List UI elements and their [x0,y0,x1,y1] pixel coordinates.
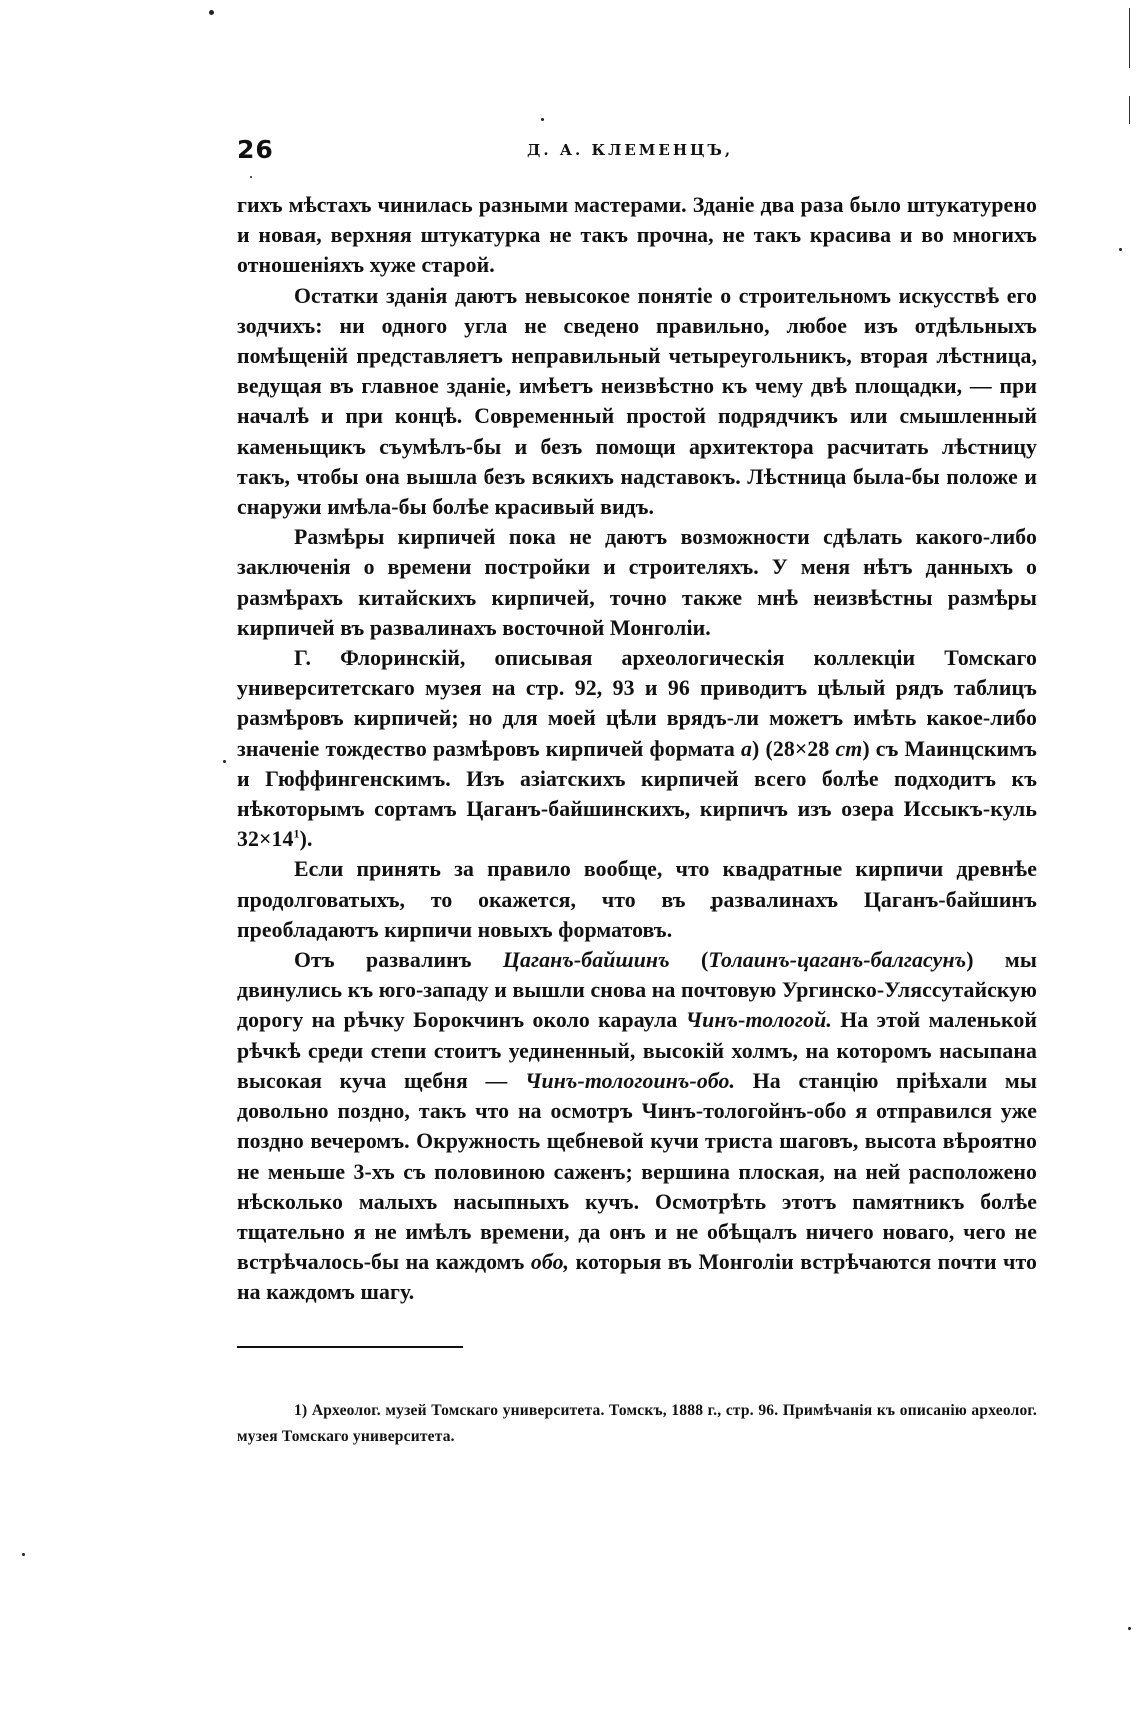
text-run: Г. Флоринскій, описывая археологическія коллекціи Томскаго университетскаго музея на стр. 92, 93 и 96 приводитъ цѣлый рядъ таблицъ размѣровъ кирпичей; но для моей цѣли врядъ-ли можетъ имѣть какое-либо значеніе тождество размѣровъ кирпичей формата [237,646,1037,761]
page-number: 26 [237,135,274,164]
running-head: Д. А. КЛЕМЕНЦЪ, [527,141,734,159]
page-header [237,135,1039,175]
paragraph: Остатки зданія даютъ невысокое понятіе о строительномъ искусствѣ его зодчихъ: ни одного угла не сведено правильно, любое изъ отдѣльныхъ помѣщеній представляетъ неправильный четыреугольникъ, вторая лѣстница, ведущая въ главное зданіе, имѣетъ неизвѣстно къ чему двѣ площадки, — при началѣ и при концѣ. Современный простой подрядчикъ или смышленный каменьщикъ съумѣлъ-бы и безъ помощи архитектора расчитать лѣстницу такъ, чтобы она вышла безъ всякихъ надставокъ. Лѣстница была-бы положе и снаружи имѣла-бы болѣе красивый видъ. [237,283,1037,520]
footnote-divider [237,1346,463,1348]
scan-speck [1119,248,1122,251]
text-run: Отъ развалинъ [294,948,503,973]
text-run: ) (28×28 [752,736,836,761]
scan-speck [1128,1627,1131,1630]
scan-edge-mark [1129,8,1130,68]
term: обо, [530,1250,570,1275]
scan-speck [22,1553,25,1556]
paragraph: гихъ мѣстахъ чинилась разными мастерами. Зданіе два раза было штукатурено и новая, верхняя штукатурка не такъ прочна, не такъ красива и во многихъ отношеніяхъ хуже старой. [237,193,1037,278]
paragraph: Если принять за правило вообще, что квадратные кирпичи древнѣе продолговатыхъ, то окажется, что въ развалинахъ Цаганъ-байшинъ преобладаютъ кирпичи новыхъ форматовъ. [237,857,1037,942]
text-run: ( [669,948,709,973]
paragraph: Размѣры кирпичей пока не даютъ возможности сдѣлать какого-либо заключенія о времени постройки и строителяхъ. У меня нѣтъ данныхъ о размѣрахъ китайскихъ кирпичей, точно также мнѣ неизвѣстны размѣры кирпичей въ развалинахъ восточной Монголіи. [237,525,1037,640]
text-run: На этой маленькой рѣчкѣ среди степи стоитъ уединенный, высокій холмъ, на которомъ насыпана высокая куча щебня — [237,1008,1037,1093]
scan-speck [541,118,544,121]
place-name: Цаганъ-байшинъ [502,948,670,973]
unit: cm [835,736,863,761]
paragraph [237,643,1037,854]
footnote: 1) Археолог. музей Томскаго университета. Томскъ, 1888 г., стр. 96. Примѣчанія къ описанію археолог. музея Томскаго университета. [237,1402,1037,1445]
text-run: ) съ Маинцскимъ и Гюффингенскимъ. Изъ азіатскихъ кирпичей всего болѣе подходитъ къ нѣкоторымъ сортамъ Цаганъ-байшинскихъ, кирпичъ изъ озера Иссыкъ-куль 32×14 [237,736,1037,852]
text-run: На станцію пріѣхали мы довольно поздно, такъ что на осмотръ Чинъ-тологойнъ-обо я отправился уже поздно вечеромъ. Окружность щебневой кучи триста шаговъ, высота вѣроятно не меньше 3-хъ съ половиною саженъ; вершина плоская, на ней расположено нѣсколько малыхъ насыпныхъ кучъ. Осмотрѣть этотъ памятникъ болѣе тщательно я не имѣлъ времени, да онъ и не обѣщалъ ничего новаго, чего не встрѣчалось-бы на каждомъ [237,1068,1037,1275]
place-name: Чинъ-тологой. [685,1008,832,1033]
place-name: Толаинъ-цаганъ-балгасунъ [708,948,967,973]
footnote-ref[interactable]: 1 [293,827,300,841]
format-letter: a [741,736,753,761]
scan-speck [209,10,214,15]
scan-speck [223,760,226,763]
body-text [237,190,1037,1308]
text-run: которыя въ Монголіи встрѣчаются почти что на каждомъ шагу. [237,1250,1037,1305]
text-run: ). [299,827,313,852]
paragraph [237,945,1037,1307]
scan-speck [250,176,252,178]
place-name: Чинъ-тологоинъ-обо. [525,1068,736,1093]
text-run: ) мы двинулись къ юго-западу и вышли снова на почтовую Ургинско-Уляссутайскую дорогу на рѣчку Борокчинъ около караула [237,948,1037,1033]
scan-edge-mark [1129,96,1130,124]
